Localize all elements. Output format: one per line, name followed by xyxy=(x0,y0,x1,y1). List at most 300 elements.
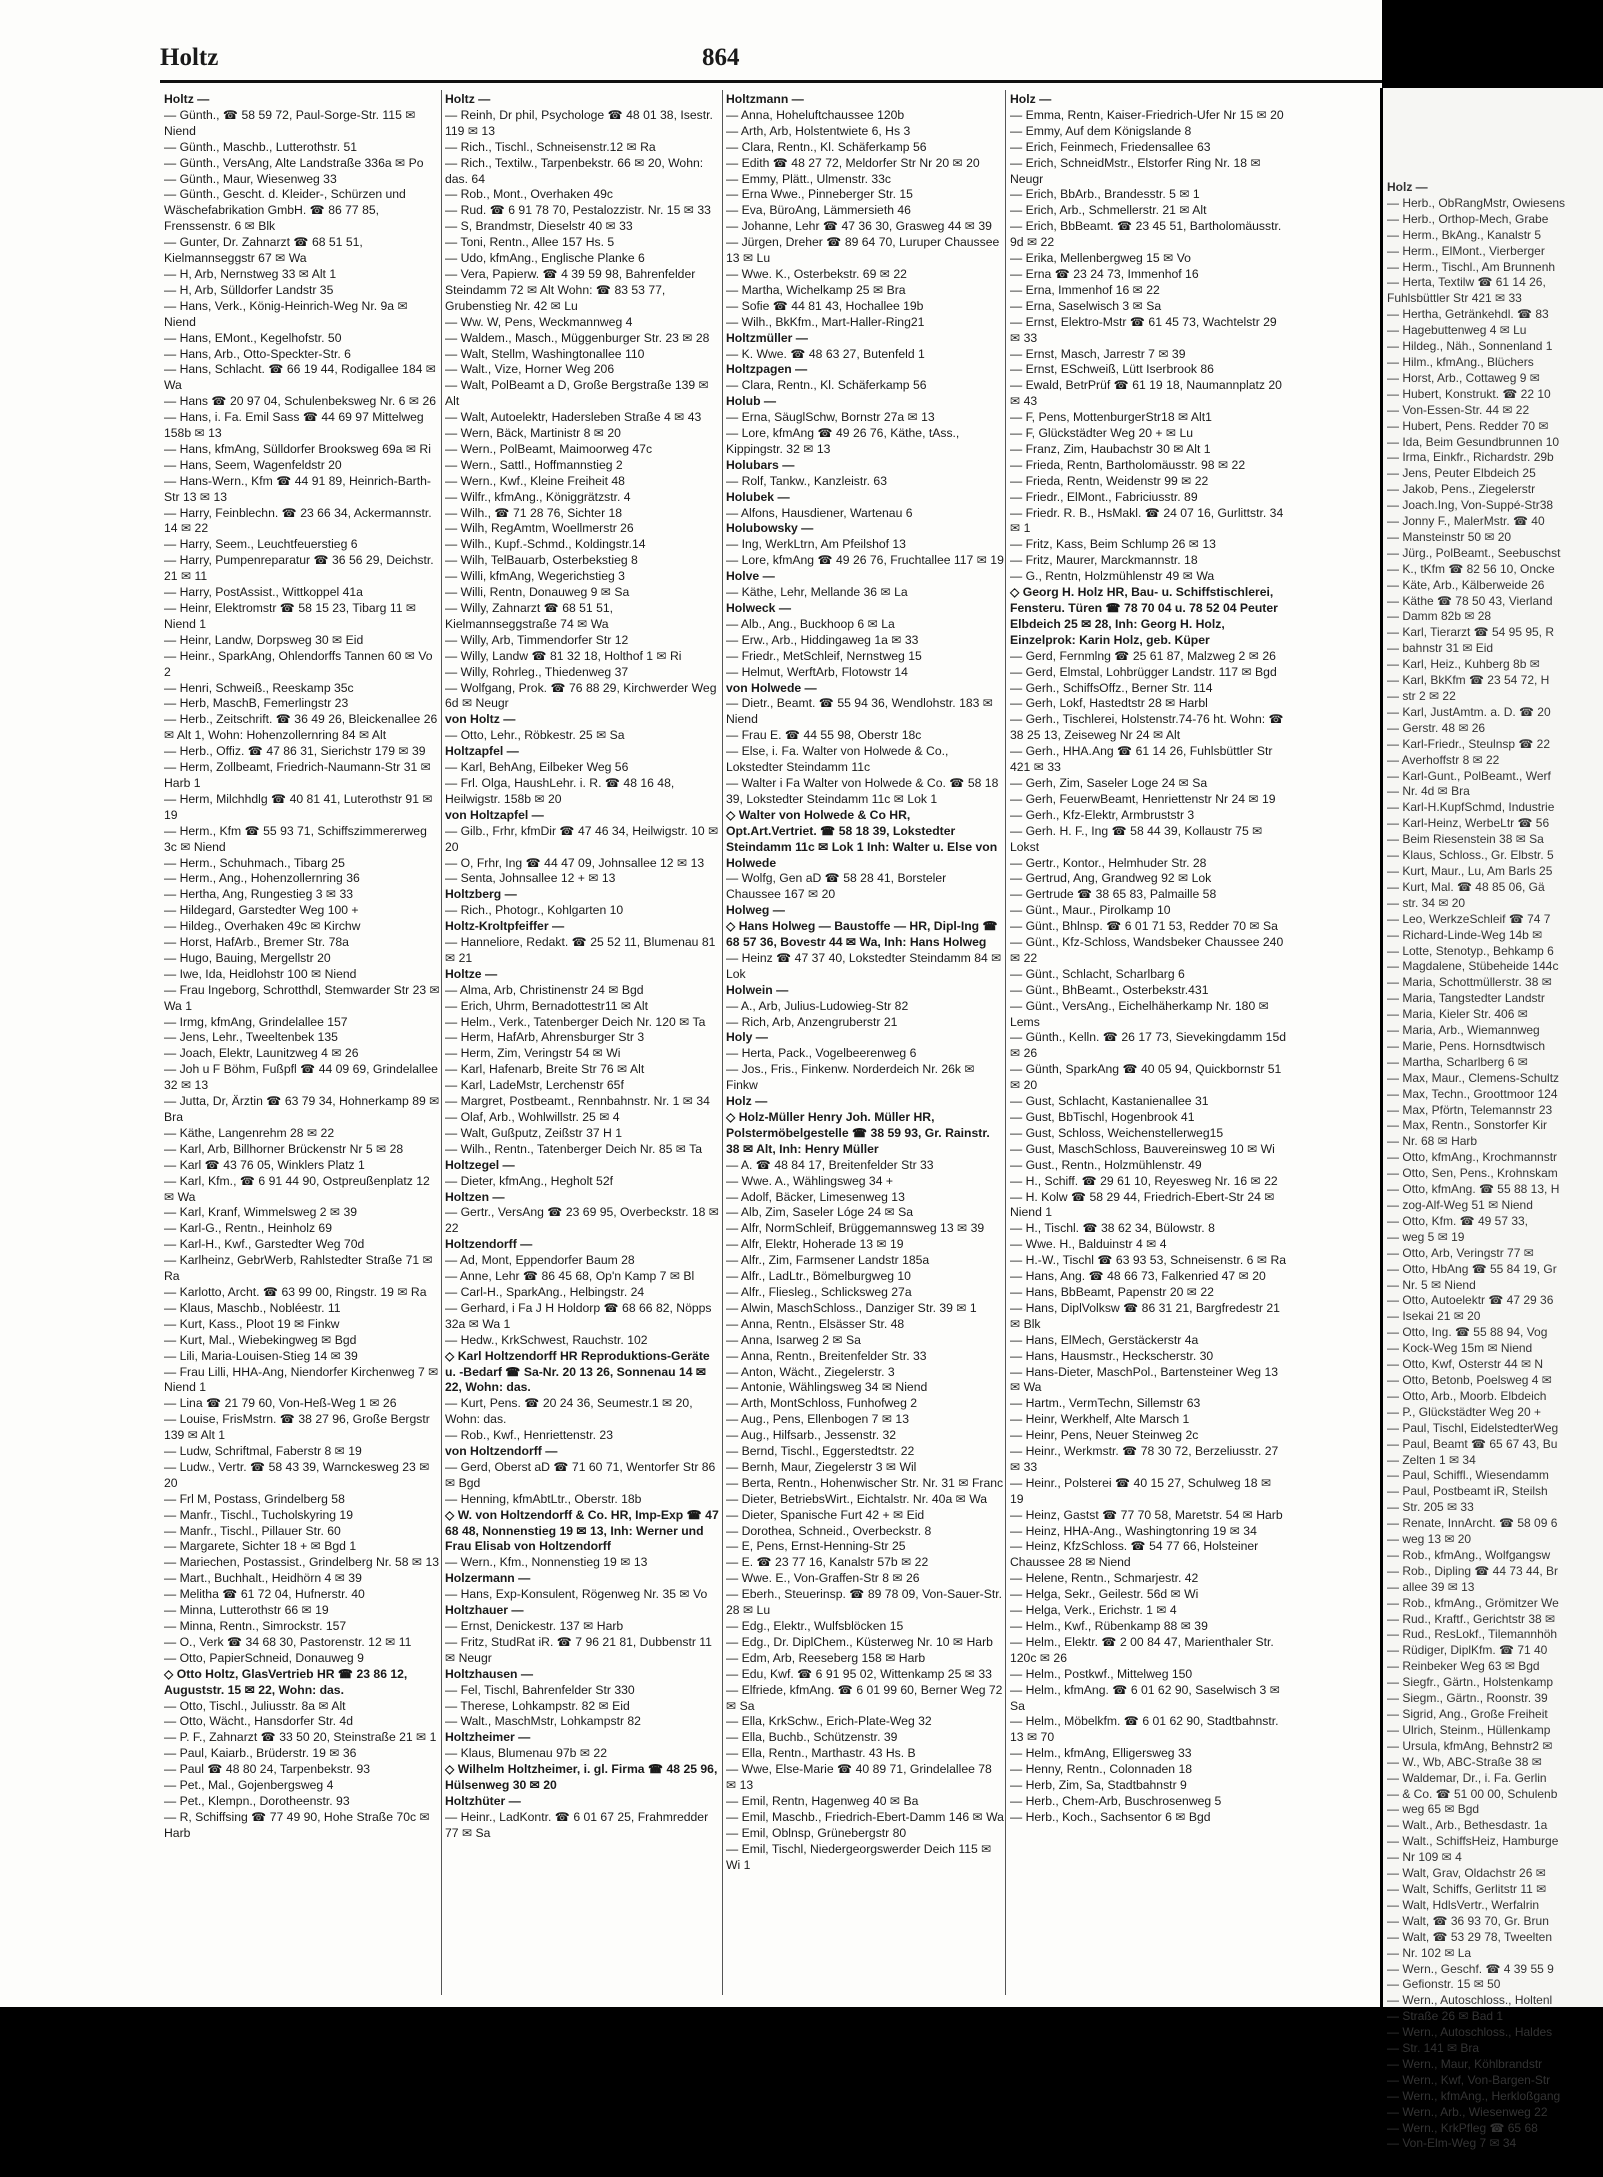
directory-entry: — Gerd, Oberst aD ☎ 71 60 71, Wentorfer Str 86 ✉ Bgd xyxy=(445,1459,716,1490)
directory-entry: — Kurt, Mal. ☎ 48 85 06, Gä xyxy=(1387,879,1545,894)
directory-entry: — allee 39 ✉ 13 xyxy=(1387,1579,1475,1594)
directory-entry: — Harry, Pumpenreparatur ☎ 36 56 29, Deichstr. 21 ✉ 11 xyxy=(164,553,434,584)
directory-entry: — zog-Alf-Weg 51 ✉ Niend xyxy=(1387,1198,1533,1212)
directory-entry: — Edm, Arb, Reeseberg 158 ✉ Harb xyxy=(726,1650,926,1665)
directory-entry: — Frieda, Rentn, Bartholomäusstr. 98 ✉ 22 xyxy=(1010,457,1246,472)
directory-entry: — Frl. Olga, HaushLehr. i. R. ☎ 48 16 48, Heilwigstr. 158b ✉ 20 xyxy=(445,775,675,806)
directory-entry: — Nr. 102 ✉ La xyxy=(1387,1945,1472,1960)
directory-entry: — Heinr., Werkmstr. ☎ 78 30 72, Berzeliusstr. 27 ✉ 33 xyxy=(1010,1444,1279,1474)
directory-entry: — Emil, Tischl, Niedergeorgswerder Deich 115 ✉ Wi 1 xyxy=(726,1841,992,1872)
directory-entry: — Anne, Lehr ☎ 86 45 68, Op'n Kamp 7 ✉ Bl xyxy=(445,1269,695,1284)
directory-entry: — Friedr. R. B., HsMakl. ☎ 24 07 16, Gurlittstr. 34 ✉ 1 xyxy=(1010,505,1284,536)
directory-entry: — Paul, Postbeamt iR, Steilsh xyxy=(1387,1484,1548,1499)
directory-entry: — Minna, Lutterothstr 66 ✉ 19 xyxy=(164,1603,329,1618)
directory-entry: — Erna, SäuglSchw, Bornstr 27a ✉ 13 xyxy=(726,410,935,425)
directory-entry: — Erw., Arb., Hiddingaweg 1a ✉ 33 xyxy=(726,632,919,647)
directory-entry: — Hertha, Getränkehdl. ☎ 83 xyxy=(1387,307,1549,322)
directory-entry: Holtzmüller — xyxy=(726,330,808,345)
directory-entry: — K., tKfm ☎ 82 56 10, Oncke xyxy=(1387,561,1555,576)
directory-entry: — Edg., Elektr., Wulfsblöcken 15 xyxy=(726,1619,904,1633)
directory-entry: — Aug., Hilfsarb., Jessenstr. 32 xyxy=(726,1428,897,1443)
directory-entry: Holtzmann — xyxy=(726,92,804,106)
directory-entry: — Hans-Wern., Kfm ☎ 44 91 89, Heinrich-Barth-Str 13 ✉ 13 xyxy=(164,473,431,504)
directory-entry: — Averhoffstr 8 ✉ 22 xyxy=(1387,752,1500,767)
directory-entry: — Wilh., BkKfm., Mart-Haller-Ring21 xyxy=(726,314,925,329)
directory-entry: — Bernd, Tischl., Eggerstedtstr. 22 xyxy=(726,1444,915,1459)
directory-entry: — Arth, MontSchloss, Funhofweg 2 xyxy=(726,1396,918,1411)
directory-entry: — Reinbeker Weg 63 ✉ Bgd xyxy=(1387,1659,1540,1674)
directory-entry: — Alfr, NormSchleif, Brüggemannsweg 13 ✉ 39 xyxy=(726,1221,985,1236)
directory-entry: — Richard-Linde-Weg 14b ✉ xyxy=(1387,927,1543,942)
directory-entry: — Sofie ☎ 44 81 43, Hochallee 19b xyxy=(726,298,924,313)
directory-entry: — Helga, Sekr., Geilestr. 56d ✉ Wi xyxy=(1010,1587,1199,1602)
directory-entry: — Karl, JustAmtm. a. D. ☎ 20 xyxy=(1387,704,1551,719)
directory-entry: — O., Verk ☎ 34 68 30, Pastorenstr. 12 ✉ 11 xyxy=(164,1634,412,1649)
directory-entry: — Anna, Isarweg 2 ✉ Sa xyxy=(726,1332,861,1347)
directory-entry: — Beim Riesenstein 38 ✉ Sa xyxy=(1387,832,1544,847)
directory-entry: — Dieter, BetriebsWirt., Eichtalstr. Nr. 40a ✉ Wa xyxy=(726,1491,988,1506)
directory-entry: — Clara, Rentn., Kl. Schäferkamp 56 xyxy=(726,378,927,393)
directory-entry: — Wilfr., kfmAng., Königgrätzstr. 4 xyxy=(445,489,631,504)
directory-entry: — Karl, Heiz., Kuhberg 8b ✉ xyxy=(1387,657,1540,672)
directory-entry: — Alfons, Hausdiener, Wartenau 6 xyxy=(726,505,913,520)
directory-entry: — Eberh., Steuerinsp. ☎ 89 78 09, Von-Sauer-Str. 28 ✉ Lu xyxy=(726,1587,1003,1618)
directory-entry: — Karl, Hafenarb, Breite Str 76 ✉ Alt xyxy=(445,1062,645,1077)
directory-entry: — P. F., Zahnarzt ☎ 33 50 20, Steinstraße 21 ✉ 1 xyxy=(164,1730,437,1745)
directory-entry: — Renate, InnArcht. ☎ 58 09 6 xyxy=(1387,1516,1558,1531)
directory-entry: — Karl, BkKfm ☎ 23 54 72, H xyxy=(1387,673,1550,688)
directory-entry: — Gerh., HHA.Ang ☎ 61 14 26, Fuhlsbüttler Str 421 ✉ 33 xyxy=(1010,744,1273,775)
directory-entry: — Wern., Geschf. ☎ 4 39 55 9 xyxy=(1387,1961,1554,1976)
directory-entry: Holtzheimer — xyxy=(445,1730,531,1745)
directory-entry: von Holtzendorff — xyxy=(445,1444,558,1459)
directory-entry: — Karl-G., Rentn., Heinholz 69 xyxy=(164,1221,332,1236)
directory-entry: Holzermann — xyxy=(445,1571,531,1586)
directory-entry: — Rud. ☎ 6 91 78 70, Pestalozzistr. Nr. 15 ✉ 33 xyxy=(445,203,711,218)
directory-entry: — Helene, Rentn., Schmarjestr. 42 xyxy=(1010,1571,1199,1586)
directory-entry: — Jos., Fris., Finkenw. Norderdeich Nr. 26k ✉ Finkw xyxy=(726,1062,975,1093)
directory-entry: — Leo, WerkzeSchleif ☎ 74 7 xyxy=(1387,911,1551,926)
directory-entry: — Lore, kfmAng ☎ 49 26 76, Fruchtallee 117 ✉ 19 xyxy=(726,553,1004,568)
directory-entry: — Friedr., MetSchleif, Nernstweg 15 xyxy=(726,648,922,663)
directory-entry: — Ella, Rentn., Marthastr. 43 Hs. B xyxy=(726,1746,916,1761)
directory-entry: — Dieter, kfmAng., Hegholt 52f xyxy=(445,1173,613,1188)
directory-entry: — Rüdiger, DiplKfm. ☎ 71 40 xyxy=(1387,1643,1548,1658)
directory-entry: — Ernst, Elektro-Mstr ☎ 61 45 73, Wachtelstr 29 ✉ 33 xyxy=(1010,314,1277,345)
directory-entry: — Joach.Ing, Von-Suppé-Str38 xyxy=(1387,498,1554,513)
directory-entry: — Frau Ingeborg, Schrotthdl, Stemwarder Str 23 ✉ Wa 1 xyxy=(164,982,440,1013)
directory-entry: — Pet., Klempn., Dorotheenstr. 93 xyxy=(164,1793,350,1808)
directory-entry: — Otto, HbAng ☎ 55 84 19, Gr xyxy=(1387,1261,1557,1276)
directory-entry: — Rob., kfmAng., Wolfgangsw xyxy=(1387,1547,1551,1562)
directory-entry: — Karl, Tierarzt ☎ 54 95 95, R xyxy=(1387,625,1555,640)
directory-entry: — Gerh., Kfz-Elektr, Armbruststr 3 xyxy=(1010,807,1195,822)
directory-entry: — Günth., Maschb., Lutterothstr. 51 xyxy=(164,139,358,154)
directory-entry: — Erich, BbArb., Brandesstr. 5 ✉ 1 xyxy=(1010,187,1200,202)
directory-entry: — Helm., kfmAng, Elligersweg 33 xyxy=(1010,1746,1192,1761)
directory-entry: — Alfr., Zim, Farmsener Landstr 185a xyxy=(726,1253,930,1268)
directory-entry: Holtzhüter — xyxy=(445,1793,521,1808)
directory-entry: — Erich, Arb., Schmellerstr. 21 ✉ Alt xyxy=(1010,203,1207,218)
directory-entry: — Helm., kfmAng. ☎ 6 01 62 90, Saselwisch 3 ✉ Sa xyxy=(1010,1682,1280,1713)
directory-entry: — Helm., Verk., Tatenberger Deich Nr. 120 ✉ Ta xyxy=(445,1014,706,1029)
directory-entry: — Hans ☎ 20 97 04, Schulenbeksweg Nr. 6 ✉ 26 xyxy=(164,394,436,409)
directory-entry: — Herb., Orthop-Mech, Grabe xyxy=(1387,211,1549,226)
directory-entry: ◇ Walter von Holwede & Co HR, Opt.Art.Vertriet. ☎ 58 18 39, Lokstedter Steindamm 11c ✉ Lok 1 Inh: Walter u. Else von Holwede xyxy=(726,807,998,870)
directory-entry: — Horst, HafArb., Bremer Str. 78a xyxy=(164,935,349,950)
directory-entry: — Waldemar, Dr., i. Fa. Gerlin xyxy=(1387,1770,1547,1785)
directory-entry: — Gunter, Dr. Zahnarzt ☎ 68 51 51, Kielmannseggstr 67 ✉ Wa xyxy=(164,235,363,266)
directory-entry: — Gerd, Elmstal, Lohbrügger Landstr. 117 ✉ Bgd xyxy=(1010,664,1277,679)
directory-entry: — Jens, Lehr., Tweeltenbek 135 xyxy=(164,1030,338,1045)
directory-entry: — Ernst, Denickestr. 137 ✉ Harb xyxy=(445,1619,624,1633)
directory-column-3 xyxy=(726,92,1004,1992)
directory-entry: Holz — xyxy=(1010,92,1052,106)
directory-entry: — Heinr., LadKontr. ☎ 6 01 67 25, Frahmredder 77 ✉ Sa xyxy=(445,1809,709,1840)
directory-entry: — Emil, Rentn, Hagenweg 40 ✉ Ba xyxy=(726,1793,919,1808)
directory-entry: — Lina ☎ 21 79 60, Von-Heß-Weg 1 ✉ 26 xyxy=(164,1396,397,1411)
directory-entry: — Hildeg., Overhaken 49c ✉ Kirchw xyxy=(164,919,361,934)
directory-entry: — Dorothea, Schneid., Overbeckstr. 8 xyxy=(726,1523,932,1538)
directory-entry: — Wern., PolBeamt, Maimoorweg 47c xyxy=(445,441,653,456)
directory-entry: — Iwe, Ida, Heidlohstr 100 ✉ Niend xyxy=(164,966,357,981)
directory-entry: — Erich, Uhrm, Bernadottestr11 ✉ Alt xyxy=(445,998,649,1013)
directory-entry: — Heinr, Landw, Dorpsweg 30 ✉ Eid xyxy=(164,632,364,647)
directory-entry: — Joh u F Böhm, Fußpfl ☎ 44 09 69, Grindelallee 32 ✉ 13 xyxy=(164,1062,438,1093)
directory-entry: — Otto, Arb, Veringstr 77 ✉ xyxy=(1387,1245,1534,1260)
directory-entry: — Anton, Wächt., Ziegelerstr. 3 xyxy=(726,1364,895,1379)
directory-entry: — Herta, Textilw ☎ 61 14 26, Fuhlsbüttler Str 421 ✉ 33 xyxy=(1387,275,1546,306)
directory-entry: — Gertrude ☎ 38 65 83, Palmaille 58 xyxy=(1010,887,1217,902)
directory-entry: — Herm, Zollbeamt, Friedrich-Naumann-Str 31 ✉ Harb 1 xyxy=(164,760,431,790)
directory-entry: — Hans, i. Fa. Emil Sass ☎ 44 69 97 Mittelweg 158b ✉ 13 xyxy=(164,410,424,441)
directory-entry: — Irma, Einkfr., Richardstr. 29b xyxy=(1387,450,1554,465)
directory-entry: — Zelten 1 ✉ 34 xyxy=(1387,1452,1476,1467)
directory-entry: — Hans, Exp-Konsulent, Rögenweg Nr. 35 ✉ Vo xyxy=(445,1587,708,1602)
directory-entry: — P., Glückstädter Weg 20 + xyxy=(1387,1404,1541,1419)
directory-entry: — Walt., MaschMstr, Lohkampstr 82 xyxy=(445,1714,641,1729)
directory-entry: — Wilh., ☎ 71 28 76, Sichter 18 xyxy=(445,505,623,520)
directory-entry: — Käthe, Lehr, Mellande 36 ✉ La xyxy=(726,585,908,600)
directory-entry: — Str. 141 ✉ Bra xyxy=(1387,2041,1480,2056)
directory-entry: — Rich., Textilw., Tarpenbekstr. 66 ✉ 20, Wohn: das. 64 xyxy=(445,155,704,186)
directory-entry: — Paul, Beamt ☎ 65 67 43, Bu xyxy=(1387,1436,1558,1451)
running-head-surname: Holtz xyxy=(160,44,219,71)
directory-entry: — Frl M, Postass, Grindelberg 58 xyxy=(164,1491,345,1506)
directory-entry: — Frau E. ☎ 44 55 98, Oberstr 18c xyxy=(726,728,922,743)
directory-entry: — Ulrich, Steinm., Hüllenkamp xyxy=(1387,1722,1551,1737)
directory-entry: — Erna Wwe., Pinneberger Str. 15 xyxy=(726,187,913,202)
directory-entry: — Karl-H., Kwf., Garstedter Weg 70d xyxy=(164,1237,365,1252)
directory-entry: — Heinz, Gastst ☎ 77 70 58, Maretstr. 54 ✉ Harb xyxy=(1010,1507,1283,1522)
directory-entry: — Klaus, Maschb., Nobléestr. 11 xyxy=(164,1300,341,1315)
directory-entry: — Herm., Tischl., Am Brunnenh xyxy=(1387,259,1556,274)
directory-entry: — Erika, Mellenbergweg 15 ✉ Vo xyxy=(1010,251,1191,266)
directory-entry: — Herm., Kfm ☎ 55 93 71, Schiffszimmererweg 3c ✉ Niend xyxy=(164,823,427,854)
directory-entry: — Alfr., LadLtr., Bömelburgweg 10 xyxy=(726,1269,911,1284)
directory-entry: — Herb, MaschB, Femerlingstr 23 xyxy=(164,696,349,711)
directory-entry: — Gerh., SchiffsOffz., Berner Str. 114 xyxy=(1010,680,1213,695)
directory-entry: — Gertrud, Ang, Grandweg 92 ✉ Lok xyxy=(1010,871,1212,886)
directory-entry: — Martha, Wichelkamp 25 ✉ Bra xyxy=(726,282,906,297)
directory-entry: — Friedr., ElMont., Fabriciusstr. 89 xyxy=(1010,489,1198,504)
directory-entry: — Gefionstr. 15 ✉ 50 xyxy=(1387,1977,1501,1992)
directory-entry: — Gust, BbTischl, Hogenbrook 41 xyxy=(1010,1110,1195,1124)
directory-entry: — Mansteinstr 50 ✉ 20 xyxy=(1387,529,1512,544)
directory-entry: — Hans, BbBeamt, Papenstr 20 ✉ 22 xyxy=(1010,1284,1214,1299)
directory-entry: — Helmut, WerftArb, Flotowstr 14 xyxy=(726,664,908,679)
directory-entry: — Karl, Kranf, Wimmelsweg 2 ✉ 39 xyxy=(164,1205,358,1220)
directory-entry: — Emil, Oblnsp, Grünebergstr 80 xyxy=(726,1825,907,1840)
directory-entry: — Hartm., VermTechn, Sillemstr 63 xyxy=(1010,1396,1201,1411)
directory-entry: — Ella, KrkSchw., Erich-Plate-Weg 32 xyxy=(726,1714,932,1729)
directory-entry: — Nr. 68 ✉ Harb xyxy=(1387,1134,1478,1149)
directory-entry: ◇ Holz-Müller Henry Joh. Müller HR, Polstermöbelgestelle ☎ 38 59 93, Gr. Rainstr. 38 ✉ Alt, Inh: Henry Müller xyxy=(726,1110,990,1156)
directory-entry: — Wern., Kfm., Nonnenstieg 19 ✉ 13 xyxy=(445,1555,648,1570)
directory-entry: — Vera, Papierw. ☎ 4 39 59 98, Bahrenfelder Steindamm 72 ✉ Alt Wohn: ☎ 83 53 77, Grubenstieg Nr. 42 ✉ Lu xyxy=(445,266,696,313)
directory-entry: — Maria, Kieler Str. 406 ✉ xyxy=(1387,1007,1528,1022)
directory-entry: — Karl, BehAng, Eilbeker Weg 56 xyxy=(445,760,629,775)
directory-entry: — Gerh. H. F., Ing ☎ 58 44 39, Kollaustr 75 ✉ Lokst xyxy=(1010,823,1263,854)
directory-entry: — Günth., Kelln. ☎ 26 17 73, Sievekingdamm 15d ✉ 26 xyxy=(1010,1030,1287,1061)
directory-entry: Holtz — xyxy=(445,92,491,106)
directory-entry: — H.-W., Tischl ☎ 63 93 53, Schneisenstr. 6 ✉ Ra xyxy=(1010,1253,1287,1268)
directory-entry: — Karl-Gunt., PolBeamt., Werf xyxy=(1387,768,1551,783)
directory-entry: — Günt., Bhlnsp. ☎ 6 01 71 53, Redder 70 ✉ Sa xyxy=(1010,919,1278,934)
directory-entry: — Carl-H., SparkAng., Helbingstr. 24 xyxy=(445,1284,645,1299)
directory-entry: Holub — xyxy=(726,394,777,409)
directory-entry: — Franz, Zim, Haubachstr 30 ✉ Alt 1 xyxy=(1010,441,1211,456)
directory-entry: — Karl-Heinz, WerbeLtr ☎ 56 xyxy=(1387,816,1550,831)
directory-entry: — Günth, SparkAng ☎ 40 05 94, Quickbornstr 51 ✉ 20 xyxy=(1010,1062,1282,1093)
directory-entry: — Paul, Tischl, EidelstedterWeg xyxy=(1387,1420,1559,1435)
directory-entry: — Max, Rentn., Sonstorfer Kir xyxy=(1387,1118,1548,1133)
directory-entry: — Frieda, Rentn, Weidenstr 99 ✉ 22 xyxy=(1010,473,1209,488)
directory-entry: — Antonie, Wählingsweg 34 ✉ Niend xyxy=(726,1380,928,1395)
directory-entry: — Rob., Mont., Overhaken 49c xyxy=(445,187,613,202)
page-header xyxy=(160,44,1380,84)
directory-entry: — Wern., Kwf., Kleine Freiheit 48 xyxy=(445,473,625,488)
directory-entry: — Walt, Autoelektr, Hadersleben Straße 4 ✉ 43 xyxy=(445,410,702,425)
directory-entry: — Rob., kfmAng., Grömitzer We xyxy=(1387,1595,1559,1610)
directory-entry: — Lili, Maria-Louisen-Stieg 14 ✉ 39 xyxy=(164,1348,358,1363)
directory-entry: — Gerd, Fernmlng ☎ 25 61 87, Malzweg 2 ✉ 26 xyxy=(1010,648,1276,663)
directory-entry: — Dieter, Spanische Furt 42 + ✉ Eid xyxy=(726,1507,925,1522)
directory-entry: — Jürg., PolBeamt., Seebuschst xyxy=(1387,545,1561,560)
directory-entry: — Mariechen, Postassist., Grindelberg Nr. 58 ✉ 13 xyxy=(164,1555,440,1570)
directory-entry: — Hildeg., Näh., Sonnenland 1 xyxy=(1387,339,1553,354)
directory-entry: — Aug., Pens, Ellenbogen 7 ✉ 13 xyxy=(726,1412,909,1427)
directory-column-5 xyxy=(1387,180,1603,2151)
directory-entry: ◇ W. von Holtzendorff & Co. HR, Imp-Exp ☎ 47 68 48, Nonnenstieg 19 ✉ 13, Inh: Werner und Frau Elisab von Holtzendorff xyxy=(445,1507,719,1554)
directory-entry: — Joach, Elektr, Launitzweg 4 ✉ 26 xyxy=(164,1046,359,1061)
directory-entry: — H, Arb, Nernstweg 33 ✉ Alt 1 xyxy=(164,266,337,281)
directory-entry: — Ursula, kfmAng, Behnstr2 ✉ xyxy=(1387,1738,1553,1753)
directory-entry: — Udo, kfmAng., Englische Planke 6 xyxy=(445,251,645,266)
directory-entry: — Gilb., Frhr, kfmDir ☎ 47 46 34, Heilwigstr. 10 ✉ 20 xyxy=(445,823,719,854)
directory-entry: — Manfr., Tischl., Tucholskyring 19 xyxy=(164,1507,353,1522)
directory-entry: — Erich, SchneidMstr., Elstorfer Ring Nr. 18 ✉ Neugr xyxy=(1010,155,1261,186)
directory-entry: — Heinr., Polsterei ☎ 40 15 27, Schulweg 18 ✉ 19 xyxy=(1010,1475,1272,1506)
directory-entry: — Ewald, BetrPrüf ☎ 61 19 18, Naumannplatz 20 ✉ 43 xyxy=(1010,378,1282,409)
directory-entry: — Herm, Zim, Veringstr 54 ✉ Wi xyxy=(445,1046,621,1061)
directory-entry: — Harry, Seem., Leuchtfeuerstieg 6 xyxy=(164,537,358,552)
directory-entry: — Heinr, Werkhelf, Alte Marsch 1 xyxy=(1010,1412,1190,1427)
directory-entry: — Gerstr. 48 ✉ 26 xyxy=(1387,720,1486,735)
directory-entry: — H, Arb, Sülldorfer Landstr 35 xyxy=(164,282,334,297)
directory-entry: — Walt, HdlsVertr., Werfalrin xyxy=(1387,1897,1540,1912)
directory-entry: — Henny, Rentn., Colonnaden 18 xyxy=(1010,1762,1193,1777)
directory-entry: — Kurt, Mal., Wiebekingweg ✉ Bgd xyxy=(164,1332,357,1347)
directory-entry: — Wern., Sattl., Hoffmannstieg 2 xyxy=(445,457,623,472)
directory-entry: Holtzhausen — xyxy=(445,1666,534,1681)
directory-entry: — Ludw, Schriftmal, Faberstr 8 ✉ 19 xyxy=(164,1444,362,1459)
directory-entry: — Siegfr., Gärtn., Holstenkamp xyxy=(1387,1675,1554,1690)
directory-entry: — Günth., ☎ 58 59 72, Paul-Sorge-Str. 115 ✉ Niend xyxy=(164,107,416,138)
directory-entry: — Emmy, Auf dem Königslande 8 xyxy=(1010,123,1192,138)
directory-entry: — Karl, LadeMstr, Lerchenstr 65f xyxy=(445,1078,624,1093)
directory-entry: — Karlheinz, GebrWerb, Rahlstedter Straße 71 ✉ Ra xyxy=(164,1253,433,1284)
directory-entry: — Edu, Kwf. ☎ 6 91 95 02, Wittenkamp 25 ✉ 33 xyxy=(726,1666,992,1681)
directory-entry: — H., Tischl. ☎ 38 62 34, Bülowstr. 8 xyxy=(1010,1221,1215,1236)
directory-entry: — Paul ☎ 48 80 24, Tarpenbekstr. 93 xyxy=(164,1762,371,1777)
directory-entry: — Klaus, Schloss., Gr. Elbstr. 5 xyxy=(1387,848,1554,863)
column-divider xyxy=(1005,90,1006,1995)
directory-entry: — Ernst, ESchweiß, Lütt Iserbrook 86 xyxy=(1010,362,1214,377)
directory-entry: — Otto, Autoelektr ☎ 47 29 36 xyxy=(1387,1293,1554,1308)
directory-entry: — Olaf, Arb., Wohlwillstr. 25 ✉ 4 xyxy=(445,1110,620,1124)
directory-entry: — Alfr., Fliesleg., Schlicksweg 27a xyxy=(726,1284,912,1299)
directory-entry: von Holwede — xyxy=(726,680,817,695)
directory-entry: — Karl, Kfm., ☎ 6 91 44 90, Ostpreußenplatz 12 ✉ Wa xyxy=(164,1173,430,1204)
directory-entry: — Rolf, Tankw., Kanzleistr. 63 xyxy=(726,473,887,488)
directory-entry: — Rud., Kraftf., Gerichtstr 38 ✉ xyxy=(1387,1611,1556,1626)
directory-entry: — Anna, Rentn., Elsässer Str. 48 xyxy=(726,1316,905,1331)
directory-entry: — Heinr, Elektromstr ☎ 58 15 23, Tibarg 11 ✉ Niend 1 xyxy=(164,601,417,631)
directory-entry: — Herb., Koch., Sachsentor 6 ✉ Bgd xyxy=(1010,1809,1211,1824)
directory-entry: ◇ Otto Holtz, GlasVertrieb HR ☎ 23 86 12, Auguststr. 15 ✉ 22, Wohn: das. xyxy=(164,1666,408,1697)
directory-entry: — Ing, WerkLtrn, Am Pfeilshof 13 xyxy=(726,537,906,552)
directory-entry: — Wern, Bäck, Martinistr 8 ✉ 20 xyxy=(445,426,621,441)
directory-entry: — Erna, Immenhof 16 ✉ 22 xyxy=(1010,282,1160,297)
directory-entry: — Wern., Arb., Wiesenweg 22 xyxy=(1387,2104,1548,2119)
directory-entry: Holve — xyxy=(726,569,775,584)
directory-entry: — Wwe. A., Wählingsweg 34 + xyxy=(726,1173,893,1188)
directory-entry: — Herta, Pack., Vogelbeerenweg 6 xyxy=(726,1046,917,1061)
directory-entry: — Max, Maur., Clemens-Schultz xyxy=(1387,1070,1560,1085)
directory-entry: — Adolf, Bäcker, Limesenweg 13 xyxy=(726,1189,905,1204)
directory-entry: — Alfr, Elektr, Hoherade 13 ✉ 19 xyxy=(726,1237,904,1252)
directory-entry: — Wern., kfmAng., Herkloßgang xyxy=(1387,2088,1561,2103)
directory-entry: — Reinh, Dr phil, Psychologe ☎ 48 01 38, Isestr. 119 ✉ 13 xyxy=(445,107,713,138)
directory-entry: — S, Brandmstr, Dieselstr 40 ✉ 33 xyxy=(445,219,633,234)
directory-entry: Holtzegel — xyxy=(445,1157,515,1172)
directory-entry: — Arth, Arb, Holstentwiete 6, Hs 3 xyxy=(726,123,911,138)
directory-entry: Holtzhauer — xyxy=(445,1603,524,1618)
directory-entry: — Günth., VersAng, Alte Landstraße 336a ✉ Po xyxy=(164,155,424,170)
directory-entry: — Herm., Schuhmach., Tibarg 25 xyxy=(164,855,345,870)
directory-entry: — Otto, Sen, Pens., Krohnskam xyxy=(1387,1166,1558,1181)
directory-entry: — Herm, Milchhdlg ☎ 40 81 41, Luterothstr 91 ✉ 19 xyxy=(164,791,433,822)
directory-entry: — Ww. W, Pens, Weckmannweg 4 xyxy=(445,314,633,329)
directory-entry: — Emmy, Plätt., Ulmenstr. 33c xyxy=(726,171,892,186)
directory-entry: — Lore, kfmAng ☎ 49 26 76, Käthe, tAss., Kippingstr. 32 ✉ 13 xyxy=(726,426,960,456)
directory-entry: — Marie, Pens. Hornsdtwisch xyxy=(1387,1038,1546,1053)
directory-entry: Holz — xyxy=(726,1094,768,1109)
directory-entry: — Emil, Maschb., Friedrich-Ebert-Damm 146 ✉ Wa xyxy=(726,1809,1004,1824)
directory-entry: — Walt., SchiffsHeiz, Hamburge xyxy=(1387,1834,1559,1849)
directory-entry: — R, Schiffsing ☎ 77 49 90, Hohe Straße 70c ✉ Harb xyxy=(164,1809,430,1840)
directory-entry: — Hans, Verk., König-Heinrich-Weg Nr. 9a ✉ Niend xyxy=(164,298,408,329)
directory-entry: — Manfr., Tischl., Pillauer Str. 60 xyxy=(164,1523,341,1538)
directory-entry: — Hubert, Pens. Redder 70 ✉ xyxy=(1387,418,1549,433)
directory-entry: Holtzapfel — xyxy=(445,744,519,759)
directory-entry: — Gerh, FeuerwBeamt, Henriettenstr Nr 24 ✉ 19 xyxy=(1010,791,1276,806)
directory-entry: — Ad, Mont, Eppendorfer Baum 28 xyxy=(445,1253,635,1268)
directory-entry: — Karl-Friedr., Steulnsp ☎ 22 xyxy=(1387,736,1551,751)
directory-entry: Holtz — xyxy=(164,92,210,106)
directory-entry: Holz — xyxy=(1387,180,1428,194)
directory-entry: — Jonny F., MalerMstr. ☎ 40 xyxy=(1387,514,1545,529)
directory-entry: — Käte, Arb., Kälberweide 26 xyxy=(1387,577,1545,592)
directory-entry: — weg 5 ✉ 19 xyxy=(1387,1229,1465,1244)
directory-entry: — Hans, Hausmstr., Heckscherstr. 30 xyxy=(1010,1348,1214,1363)
directory-entry: — Willy, Zahnarzt ☎ 68 51 51, Kielmannseggstraße 74 ✉ Wa xyxy=(445,601,614,631)
directory-entry: — Erich, Feinmech, Friedensallee 63 xyxy=(1010,139,1211,154)
directory-entry: — Wwe. K., Osterbekstr. 69 ✉ 22 xyxy=(726,266,907,281)
directory-entry: — Elfriede, kfmAng. ☎ 6 01 99 60, Berner Weg 72 ✉ Sa xyxy=(726,1682,1003,1713)
directory-entry: — E, Pens, Ernst-Henning-Str 25 xyxy=(726,1539,906,1554)
directory-entry: — Senta, Johnsallee 12 + ✉ 13 xyxy=(445,871,616,886)
directory-entry: — Käthe ☎ 78 50 43, Vierland xyxy=(1387,593,1553,608)
directory-entry: — Herb., ObRangMstr, Owiesens xyxy=(1387,195,1566,210)
directory-entry: — Herm, HafArb, Ahrensburger Str 3 xyxy=(445,1030,645,1045)
directory-entry: — Walt, ☎ 53 29 78, Tweelten xyxy=(1387,1929,1553,1944)
directory-entry: — Harry, Feinblechn. ☎ 23 66 34, Ackermannstr. 14 ✉ 22 xyxy=(164,505,432,536)
directory-entry: — Paul, Kaiarb., Brüderstr. 19 ✉ 36 xyxy=(164,1746,357,1761)
directory-entry: — Else, i. Fa. Walter von Holwede & Co., Lokstedter Steindamm 11c xyxy=(726,744,949,775)
directory-entry: — Berta, Rentn., Hohenwischer Str. Nr. 31 ✉ Franc xyxy=(726,1475,1004,1490)
directory-entry: — Hans, ElMech, Gerstäckerstr 4a xyxy=(1010,1332,1199,1347)
directory-entry: — Hans, kfmAng, Sülldorfer Brooksweg 69a ✉ Ri xyxy=(164,441,431,456)
directory-entry: — H., Schiff. ☎ 29 61 10, Reyesweg Nr. 16 ✉ 22 xyxy=(1010,1173,1278,1188)
directory-entry: — Louise, FrisMstrn. ☎ 38 27 96, Große Bergstr 139 ✉ Alt 1 xyxy=(164,1412,430,1443)
directory-entry: — Kock-Weg 15m ✉ Niend xyxy=(1387,1341,1533,1356)
directory-entry: — Gust, MaschSchloss, Bauvereinsweg 10 ✉ Wi xyxy=(1010,1141,1275,1156)
directory-entry: — Otto, kfmAng., Krochmannstr xyxy=(1387,1150,1558,1165)
directory-column-1 xyxy=(164,92,442,1992)
directory-entry: — Jürgen, Dreher ☎ 89 64 70, Luruper Chaussee 13 ✉ Lu xyxy=(726,235,1000,266)
directory-entry: — Von-Essen-Str. 44 ✉ 22 xyxy=(1387,402,1530,417)
directory-entry: — Hans, Ang. ☎ 48 66 73, Falkenried 47 ✉ 20 xyxy=(1010,1269,1266,1284)
directory-entry: — Willy, Rohrleg., Thiedenweg 37 xyxy=(445,664,629,679)
directory-entry: — F, Glückstädter Weg 20 + ✉ Lu xyxy=(1010,426,1194,441)
directory-entry: — Rich, Arb, Anzengruberstr 21 xyxy=(726,1014,898,1029)
directory-entry: — Günt., VersAng., Eichelhäherkamp Nr. 180 ✉ Lems xyxy=(1010,998,1269,1029)
adjacent-page-edge xyxy=(1380,88,1603,2151)
directory-entry: — Nr. 5 ✉ Niend xyxy=(1387,1277,1476,1292)
directory-entry: — Walter i Fa Walter von Holwede & Co. ☎ 58 18 39, Lokstedter Steindamm 11c ✉ Lok 1 xyxy=(726,775,999,806)
directory-entry: — Gust., Rentn., Holzmühlenstr. 49 xyxy=(1010,1157,1202,1172)
directory-entry: — Helm., Kwf., Rübenkamp 88 ✉ 39 xyxy=(1010,1619,1208,1633)
directory-entry: — Wern., Kwf, Von-Bargen-Str xyxy=(1387,2072,1551,2087)
directory-entry: — Frau Lilli, HHA-Ang, Niendorfer Kirchenweg 7 ✉ Niend 1 xyxy=(164,1364,439,1395)
directory-entry: — Johanne, Lehr ☎ 47 36 30, Grasweg 44 ✉ 39 xyxy=(726,219,992,234)
directory-entry: — Wern., Autoschloss., Holtenl xyxy=(1387,1993,1553,2008)
directory-entry: — Helga, Verk., Erichstr. 1 ✉ 4 xyxy=(1010,1603,1177,1618)
directory-entry: — Max, Techn., Groottmoor 124 xyxy=(1387,1086,1558,1101)
directory-entry: — Fritz, Kass, Beim Schlump 26 ✉ 13 xyxy=(1010,537,1216,552)
